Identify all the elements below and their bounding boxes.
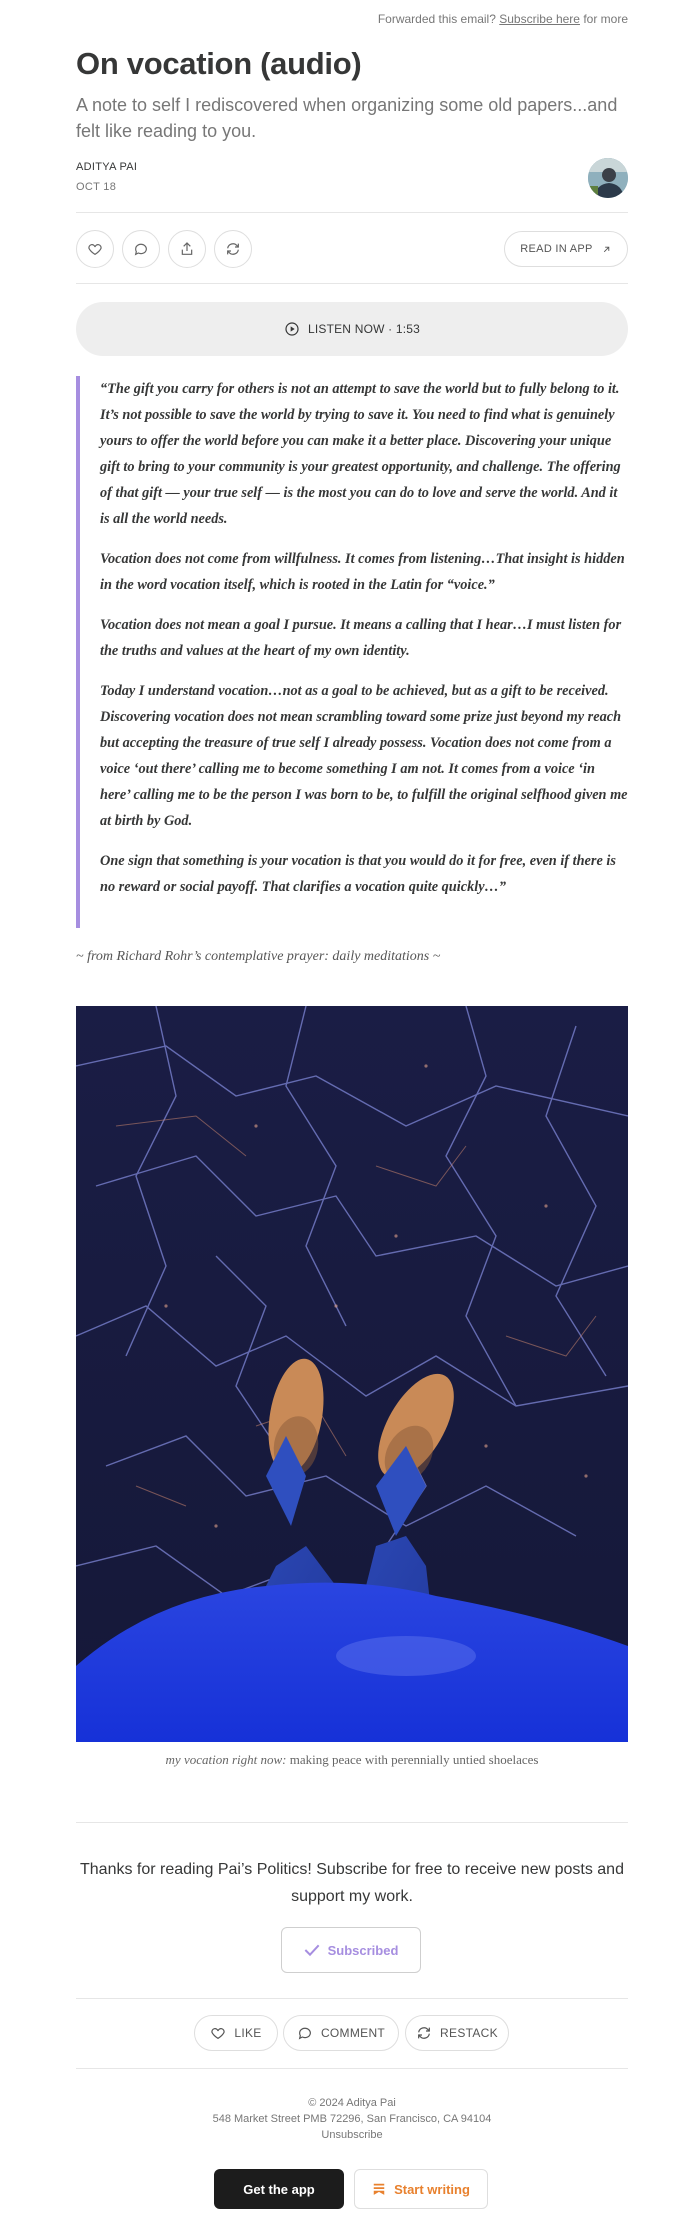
restack-pill-button[interactable]: RESTACK [405,2015,509,2051]
post-photo[interactable] [76,1006,628,1742]
like-button[interactable] [76,230,114,268]
quote-paragraph: Today I understand vocation…not as a goal to be achieved, but as a gift to be received. Discovering vocation does not mean scrambling toward some prize just beyond my reach but accepting the treasure of true self I already possess. Vocation does not come from a voice ‘out there’ calling me to become something I am not. It comes from a voice ‘in here’ calling me to be the person I was born to be, to fulfill the original selfhood given me at birth by God. [100,683,628,829]
quote-paragraph: Vocation does not mean a goal I pursue. It means a calling that I hear…I must listen for the truths and values at the heart of my own identity. [100,617,622,659]
listen-now-button[interactable]: LISTEN NOW · 1:53 [76,302,628,356]
unsubscribe-link[interactable]: Unsubscribe [321,2129,383,2141]
photo-caption: my vocation right now: making peace with perennially untied shoelaces [165,1752,539,1767]
avatar-image [588,158,628,198]
post-title: On vocation (audio) [76,46,362,81]
comment-button[interactable] [122,230,160,268]
quote-source: ~ from Richard Rohr’s contemplative prayer: daily meditations ~ [76,949,441,964]
substack-logo-icon [372,2182,386,2196]
like-pill-button[interactable]: LIKE [194,2015,278,2051]
subscribe-here-link[interactable]: Subscribe here [499,12,580,26]
play-icon [284,321,300,337]
divider [76,283,628,284]
share-button[interactable] [168,230,206,268]
share-icon [179,241,195,257]
check-icon [304,1943,320,1957]
quote-paragraph: Vocation does not come from willfulness. It comes from listening…That insight is hidden in the word vocation itself, which is rooted in the Latin for “voice.” [100,551,625,593]
address: 548 Market Street PMB 72296, San Francisco, CA 94104 [212,2113,492,2125]
restack-button[interactable] [214,230,252,268]
copyright: © 2024 Aditya Pai [308,2097,396,2109]
post-date: OCT 18 [76,181,117,193]
quote-paragraph: One sign that something is your vocation is that you would do it for free, even if there is no reward or social payoff. That clarifies a vocation quite quickly…” [100,853,616,895]
heart-icon [87,241,103,257]
photo-feet-on-carpet [76,1006,628,1742]
subscribe-prompt: Thanks for reading Pai’s Politics! Subscribe for free to receive new posts and support my work. [80,1861,624,1905]
read-in-app-button[interactable]: READ IN APP [504,231,628,267]
start-writing-button[interactable]: Start writing [354,2169,488,2209]
comment-icon [133,241,149,257]
quote-paragraph: “The gift you carry for others is not an attempt to save the world but to fully belong to it. It’s not possible to save the world by trying to save it. You need to find what is genuinely yours to offer the world before you can make it a better place. Discovering your unique gift to bring to your community is your greatest opportunity, and challenge. The offering of that gift — your true self — is the most you can do to love and serve the world. And it is all the world needs. [100,381,621,527]
divider [76,212,628,213]
forward-notice: Forwarded this email? Subscribe here for more [377,12,628,26]
post-subtitle: A note to self I rediscovered when organizing some old papers...and felt like reading to you. [76,95,618,141]
divider [76,1998,628,1999]
arrow-up-right-icon [601,244,612,255]
restack-icon [416,2025,432,2041]
get-the-app-button[interactable]: Get the app [214,2169,344,2209]
blockquote [76,376,628,928]
comment-icon [297,2025,313,2041]
comment-pill-button[interactable]: COMMENT [283,2015,399,2051]
heart-icon [210,2025,226,2041]
author-name[interactable]: ADITYA PAI [76,161,138,173]
restack-icon [225,241,241,257]
divider [76,1822,628,1823]
author-avatar[interactable] [588,158,628,198]
subscribed-button[interactable]: Subscribed [281,1927,421,1973]
divider [76,2068,628,2069]
